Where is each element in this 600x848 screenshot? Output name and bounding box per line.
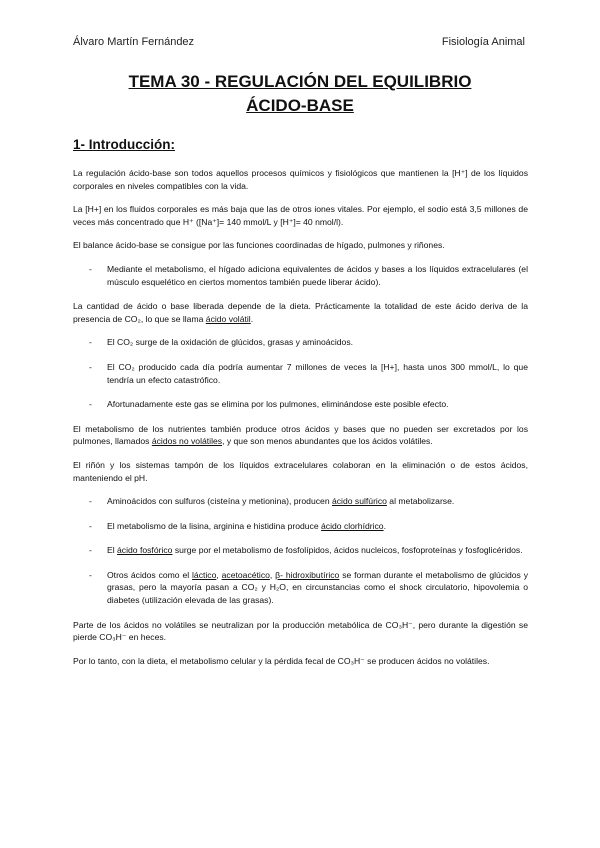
paragraph: Por lo tanto, con la dieta, el metabolismo celular y la pérdida fecal de CO₃H⁻ se producen ácidos no volátiles. — [73, 655, 490, 666]
bullet-list — [73, 336, 528, 410]
text-span: . — [250, 313, 254, 324]
text-span: El — [107, 545, 118, 556]
paragraph — [73, 300, 528, 325]
paragraph: El riñón y los sistemas tampón de los líquidos extracelulares colaboran en la eliminación o de estos ácidos, manteniendo el pH. — [73, 459, 528, 483]
document-body — [73, 167, 528, 678]
text-span: La cantidad de ácido o base liberada depende de la dieta. Prácticamente la totalidad de este ácido deriva de la presencia de CO₂, lo que se llama — [73, 301, 528, 324]
paragraph — [73, 423, 528, 448]
underlined-term: ácido sulfúrico — [331, 496, 387, 507]
list-item — [73, 520, 528, 533]
text-span: surge por el metabolismo de fosfolípidos, ácidos nucleicos, fosfoproteínas y fosfoglicéridos. — [172, 545, 523, 556]
list-item: - El CO₂ producido cada día podría aumentar 7 millones de veces la [H+], hasta unos 300 mmol/L, lo que tendría un efecto catastrófico. — [73, 361, 528, 386]
header-subject: Fisiología Animal — [441, 36, 525, 48]
paragraph: Parte de los ácidos no volátiles se neutralizan por la producción metabólica de CO₃H⁻, pero durante la digestión se pierde CO₃H⁻ en heces. — [73, 619, 528, 643]
text-span: , — [216, 569, 222, 580]
header-author: Álvaro Martín Fernández — [73, 36, 195, 48]
text-span: al metabolizarse. — [386, 496, 455, 507]
underlined-term: láctico — [192, 569, 217, 580]
paragraph: El balance ácido-base se consigue por las funciones coordinadas de hígado, pulmones y riñones. — [73, 240, 445, 251]
text-span: El metabolismo de los nutrientes también produce otros ácidos y bases que no pueden ser excretados por los pulmones, llamados — [73, 423, 528, 447]
section-heading: 1- Introducción: — [73, 137, 175, 152]
list-item: - Afortunadamente este gas se elimina por los pulmones, eliminándose este posible efecto. — [73, 398, 528, 411]
list-item — [73, 544, 528, 557]
title-line-1: TEMA 30 - REGULACIÓN DEL EQUILIBRIO — [128, 72, 472, 91]
list-item: - Mediante el metabolismo, el hígado adiciona equivalentes de ácidos y bases a los líquidos extracelulares (el músculo esquelético en ciertos momentos también puede liberar ácido). — [73, 263, 528, 288]
page-title — [60, 70, 540, 118]
paragraph: La regulación ácido-base son todos aquellos procesos químicos y fisiológicos que mantienen la [H⁺] de los líquidos corporales en niveles compatibles con la vida. — [73, 168, 528, 191]
underlined-term: β- hidroxibutírico — [275, 569, 340, 580]
bullet-list — [73, 263, 528, 288]
underlined-term: ácido volátil — [205, 313, 251, 324]
text-span: , — [269, 569, 276, 580]
text-span: Aminoácidos con sulfuros (cisteína y metionina), producen — [107, 496, 332, 507]
title-line-2: ÁCIDO-BASE — [246, 96, 354, 115]
underlined-term: acetoacético — [221, 569, 270, 580]
text-span: Otros ácidos como el — [107, 569, 193, 580]
underlined-term: ácidos no volátiles — [151, 436, 223, 447]
paragraph: La [H+] en los fluidos corporales es más baja que las de otros iones vitales. Por ejemplo, el sodio está 3,5 millones de veces más concentrado que H⁺ ([Na⁺]= 140 mmol/L y [H⁺]= 40 nmol/l). — [73, 204, 528, 227]
list-item: - El CO₂ surge de la oxidación de glúcidos, grasas y aminoácidos. — [73, 336, 528, 349]
underlined-term: ácido clorhídrico — [321, 520, 384, 531]
underlined-term: ácido fosfórico — [117, 545, 173, 556]
text-span: El metabolismo de la lisina, arginina e histidina produce — [107, 520, 322, 531]
bullet-list — [73, 495, 528, 607]
list-item — [73, 495, 528, 508]
text-span: , y que son menos abundantes que los ácidos volátiles. — [222, 436, 433, 447]
text-span: se forman durante el metabolismo de glúcidos y grasas, pero la mayoría pasan a CO₂ y H₂O, en circunstancias como el shock circulatorio, hipovolemia o diabetes (utilización elevada de las grasas). — [107, 569, 529, 606]
text-span: . — [383, 520, 386, 531]
list-item — [73, 569, 528, 607]
